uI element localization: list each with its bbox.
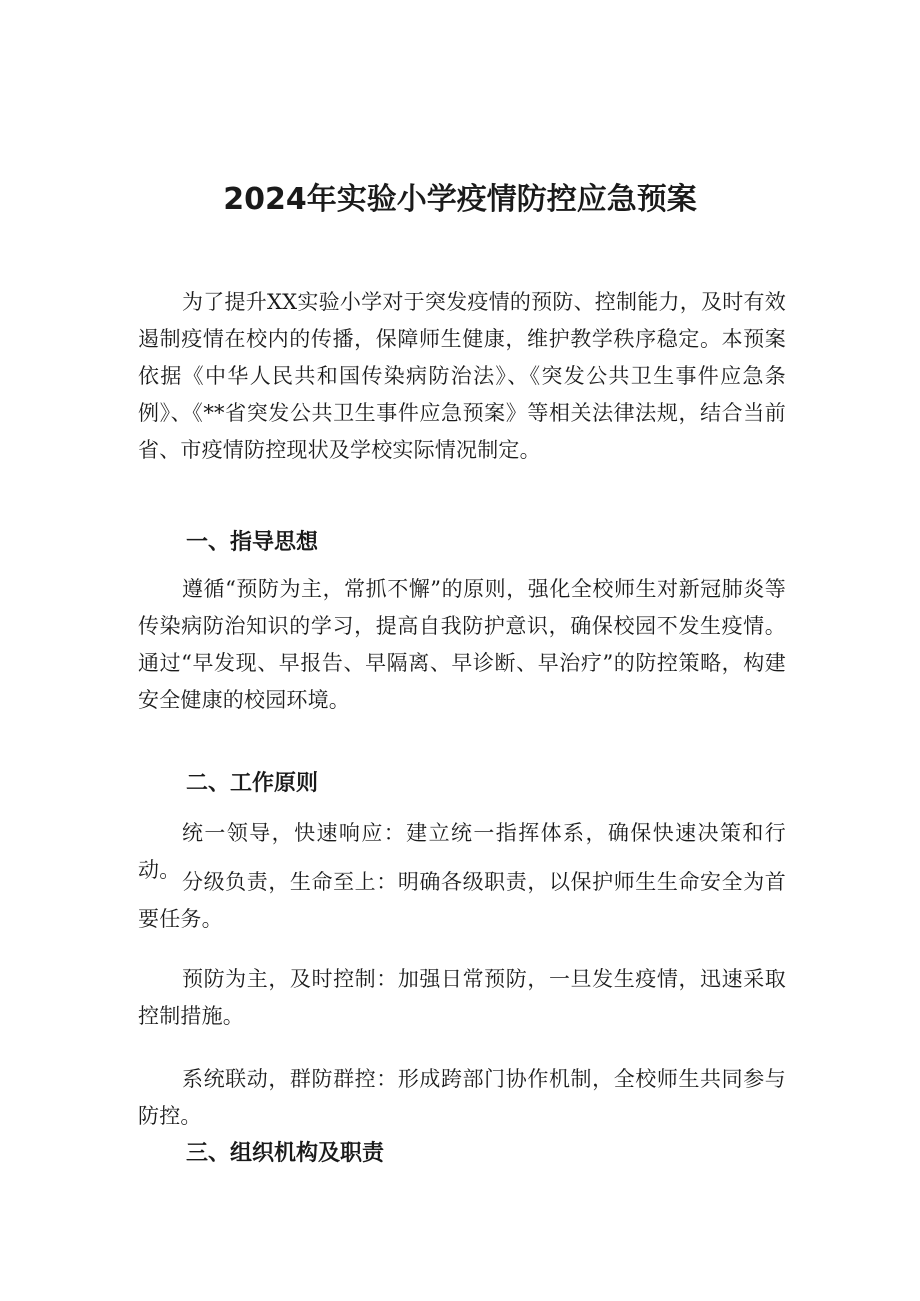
principle-paragraph-1: 统一领导，快速响应：建立统一指挥体系，确保快速决策和行动。 <box>138 821 786 882</box>
principle-paragraph-3: 预防为主，及时控制：加强日常预防，一旦发生疫情，迅速采取控制措施。 <box>138 967 786 1028</box>
document-title: 2024年实验小学疫情防控应急预案 <box>223 182 697 217</box>
guiding-ideology-paragraph: 遵循“预防为主，常抓不懈”的原则，强化全校师生对新冠肺炎等传染病防治知识的学习，提高自我防护意识，确保校园不发生疫情。通过“早发现、早报告、早隔离、早诊断、早治疗”的防控策略，构建安全健康的校园环境。 <box>138 577 786 712</box>
section-heading-organization: 三、组织机构及职责 <box>186 1141 385 1166</box>
principle-paragraph-4: 系统联动，群防群控：形成跨部门协作机制，全校师生共同参与防控。 <box>138 1067 786 1128</box>
section-heading-work-principles: 二、工作原则 <box>186 771 319 796</box>
intro-paragraph: 为了提升XX实验小学对于突发疫情的预防、控制能力，及时有效遏制疫情在校内的传播，保障师生健康，维护教学秩序稳定。本预案依据《中华人民共和国传染病防治法》、《突发公共卫生事件应急条例》、《**省突发公共卫生事件应急预案》等相关法律法规，结合当前省、市疫情防控现状及学校实际情况制定。 <box>138 290 786 462</box>
section-heading-guiding-ideology: 一、指导思想 <box>186 530 319 555</box>
principle-paragraph-2: 分级负责，生命至上：明确各级职责，以保护师生生命安全为首要任务。 <box>138 870 786 931</box>
